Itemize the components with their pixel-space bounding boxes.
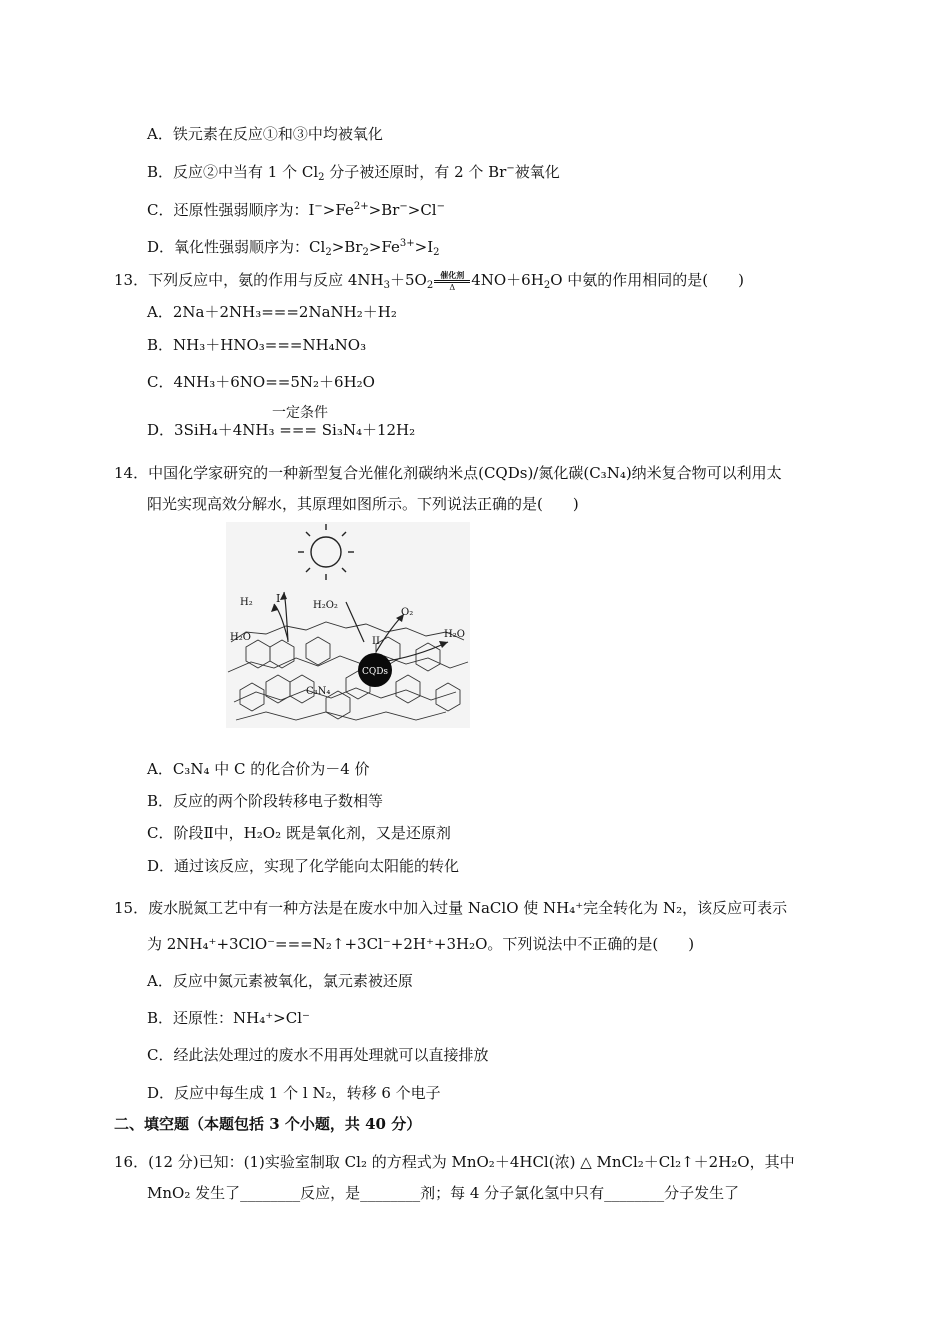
q15-option-a: A．反应中氮元素被氧化，氯元素被还原 <box>147 972 413 990</box>
photocatalysis-figure <box>226 522 470 728</box>
q15-stem-line1: 15．废水脱氮工艺中有一种方法是在废水中加入过量 NaClO 使 NH₄⁺完全转化为 N₂，该反应可表示 <box>114 899 788 917</box>
stage-i-label: I <box>276 592 281 605</box>
c3n4-lattice <box>228 622 468 720</box>
arrow-h2o2-in <box>346 602 364 642</box>
q13-d-condition: 一定条件 <box>272 405 328 421</box>
q16-stem-line1: 16．(12 分)已知：(1)实验室制取 Cl₂ 的方程式为 MnO₂＋4HCl(浓) △ MnCl₂＋Cl₂↑＋2H₂O，其中 <box>114 1153 795 1171</box>
h2o2-label: H₂O₂ <box>313 600 338 611</box>
photocatalysis-diagram <box>226 522 470 728</box>
q13-option-b: B．NH₃＋HNO₃===NH₄NO₃ <box>147 336 367 354</box>
h2o-left-label: H₂O <box>230 632 251 643</box>
q12-option-b: B．反应②中当有 1 个 $Cl_2$ 分子被还原时，有 2 个 Br−被氧化 <box>147 163 560 183</box>
h2-label: H₂ <box>240 597 253 608</box>
q15-option-d: D．反应中每生成 1 个 l N₂，转移 6 个电子 <box>147 1084 441 1102</box>
stage-ii-label: II <box>372 636 380 647</box>
q15-stem-line2: 为 2NH₄⁺+3ClO⁻===N₂↑+3Cl⁻+2H⁺+3H₂O。下列说法中不正确的是( ) <box>147 935 695 953</box>
c3n4-label: C₃N₄ <box>306 686 331 697</box>
q14-stem-line2: 阳光实现高效分解水，其原理如图所示。下列说法正确的是( ) <box>147 495 579 513</box>
q12-option-d: D．氧化性强弱顺序为：$Cl_2>Br_2>Fe^{3+}>I_2$ <box>147 238 440 258</box>
q14-stem-line1: 14．中国化学家研究的一种新型复合光催化剂碳纳米点(CQDs)/氮化碳(C₃N₄)纳米复合物可以利用太 <box>114 464 782 482</box>
q14-option-a: A．C₃N₄ 中 C 的化合价为－4 价 <box>147 760 370 778</box>
q14-option-c: C．阶段Ⅱ中，H₂O₂ 既是氧化剂，又是还原剂 <box>147 824 451 842</box>
q16-stem-line2: MnO₂ 发生了________反应，是________剂；每 4 分子氯化氢中只有________分子发生了 <box>147 1184 740 1202</box>
h2o-right-label: H₂O <box>444 629 465 640</box>
q14-option-b: B．反应的两个阶段转移电子数相等 <box>147 792 384 810</box>
q15-option-b: B．还原性：NH₄⁺>Cl⁻ <box>147 1009 310 1027</box>
q13-stem: 13．下列反应中，氨的作用与反应 $4NH_3+5O_2$ 催化剂 Δ $4NO+6H_2O$ 中氨的作用相同的是( ) <box>114 269 744 292</box>
reaction-condition: 催化剂 Δ <box>434 271 470 292</box>
q15-option-c: C．经此法处理过的废水不用再处理就可以直接排放 <box>147 1046 489 1064</box>
q14-option-d: D．通过该反应，实现了化学能向太阳能的转化 <box>147 857 460 875</box>
q13-option-d: D．3SiH₄＋4NH₃ === Si₃N₄＋12H₂ <box>147 421 416 439</box>
sun-icon <box>298 524 354 580</box>
q12-option-a: A．铁元素在反应①和③中均被氧化 <box>147 125 383 143</box>
q13-option-c: C．4NH₃＋6NO==5N₂＋6H₂O <box>147 373 375 391</box>
q13-option-a: A．2Na＋2NH₃===2NaNH₂＋H₂ <box>147 303 397 321</box>
o2-label: O₂ <box>401 607 414 618</box>
section-heading: 二、填空题（本题包括 3 个小题，共 40 分） <box>114 1115 422 1133</box>
q12-option-c: C．还原性强弱顺序为：$I^->Fe^{2+}>Br^->Cl^-$ <box>147 201 445 219</box>
cqds-label: CQDs <box>361 667 389 677</box>
